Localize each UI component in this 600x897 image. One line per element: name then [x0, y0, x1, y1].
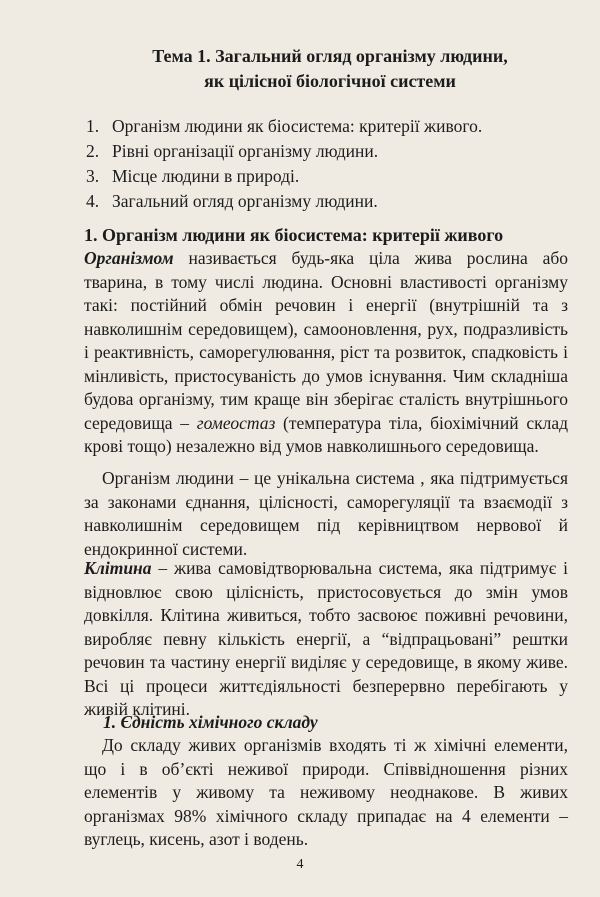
sub-heading-chemical-composition: 1. Єдність хімічного складу — [103, 712, 318, 732]
term-cell: Клітина — [84, 558, 152, 578]
outline-item-number: 2. — [86, 141, 100, 161]
paragraph-chemical-elements: До складу живих організмів входять ті ж хімічні елементи, що і в об’єкті неживої природи. Співвідношення різних елементів у живому та неживому неоднакове. В живих організмах 98% хімічного складу припадає на 4 елементи – вуглець, кисень, азот і водень. — [84, 735, 568, 849]
outline-item — [86, 139, 566, 164]
topic-outline-list — [86, 114, 566, 214]
paragraph-organism-definition — [84, 247, 568, 459]
outline-item-number: 3. — [86, 166, 100, 186]
paragraph-text: – жива самовідтворювальна система, яка підтримує і відновлює свою цілісність, пристосовується до змін умов довкілля. Клітина живиться, тобто засвоює поживні речовини, виробляє певну кількість енергії, а “відпрацьовані” рештки речовин та частину енергії виділяє у середовище, в якому живе. Всі ці процеси життєдіяльності безперервно перебігають у живій клітині. — [84, 558, 568, 719]
page-number: 4 — [296, 857, 304, 872]
outline-item-number: 1. — [86, 116, 100, 136]
outline-item-text: Загальний огляд організму людини. — [112, 191, 378, 211]
outline-item-text: Рівні організації організму людини. — [112, 141, 379, 161]
outline-item-number: 4. — [86, 191, 100, 211]
paragraph-human-system: Організм людини – це унікальна система , яка підтримується за законами єднання, цілісності, саморегуляції та взаємодії з навколишнім середовищем під керівництвом нервової й ендокринної системи. — [84, 468, 568, 559]
topic-title-line-1: Тема 1. Загальний огляд організму людини, — [152, 46, 508, 66]
topic-title-line-2: як цілісної біологічної системи — [204, 71, 456, 91]
outline-item-text: Місце людини в природі. — [112, 166, 300, 186]
paragraph-text: (температура тіла, біохімічний склад крові тощо) незалежно від умов навколишнього середовища. — [84, 412, 568, 456]
outline-item — [86, 114, 566, 139]
outline-item-text: Організм людини як біосистема: критерії живого. — [112, 116, 483, 136]
term-homeostasis: гомеостаз — [196, 412, 276, 433]
outline-item — [86, 189, 566, 214]
paragraph-text: називається будь-яка ціла жива рослина або тварина, в тому числі людина. Основні властивості організму такі: постійний обмін речовин і енергії (внутрішній та з навколишнім середовищем), самооновлення, рух, подразливість і реактивність, саморегулювання, ріст та розвиток, спадковість і мінливість, пристосуваність до умов існування. Чим складніша будова організму, тим краще він зберігає сталість внутрішнього середовища – — [84, 248, 568, 433]
term-organism: Організмом — [84, 248, 174, 268]
outline-item — [86, 164, 566, 189]
section-heading: 1. Організм людини як біосистема: критерії живого — [84, 225, 504, 245]
paragraph-cell-definition — [84, 557, 568, 722]
